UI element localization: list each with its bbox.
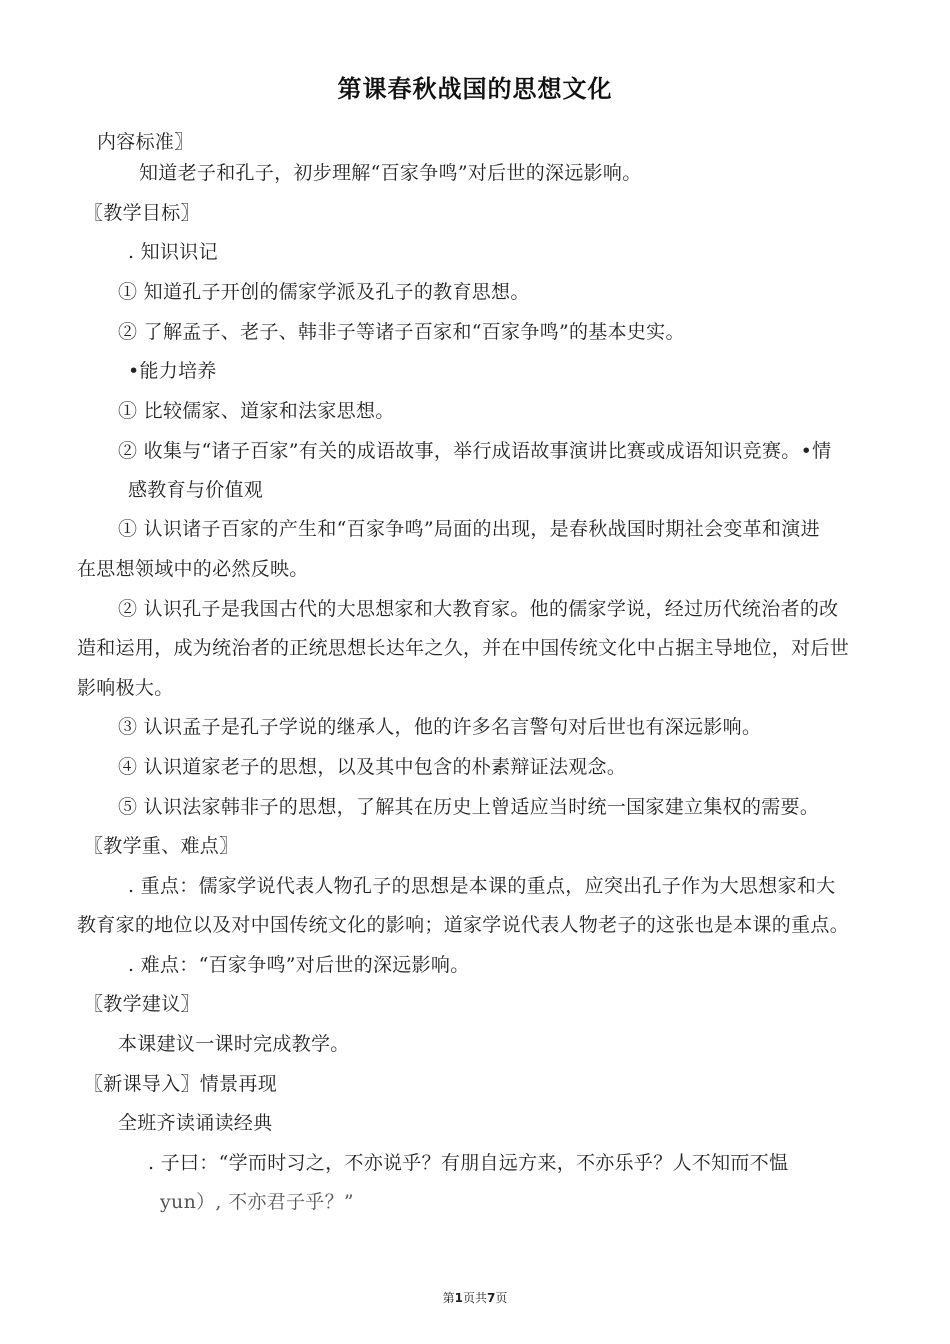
paragraph-line: 知道老子和孔子，初步理解“百家争鸣”对后世的深远影响。	[139, 162, 642, 184]
footer-page-current: 1	[454, 1291, 463, 1305]
paragraph-line: 在思想领域中的必然反映。	[77, 558, 309, 580]
footer-page-total: 7	[487, 1291, 496, 1305]
paragraph-line: 教育家的地位以及对中国传统文化的影响；道家学说代表人物老子的这张也是本课的重点。	[77, 914, 850, 936]
list-item: ③ 认识孟子是孔子学说的继承人，他的许多名言警句对后世也有深远影响。	[118, 716, 762, 738]
list-item: ⑤ 认识法家韩非子的思想，了解其在历史上曾适应当时统一国家建立集权的需要。	[118, 796, 820, 818]
list-item: ② 收集与“诸子百家”有关的成语故事，举行成语故事演讲比赛或成语知识竞赛。•情	[118, 440, 832, 462]
section-heading-content-standard: 内容标准〗	[97, 131, 194, 153]
list-item: ② 了解孟子、老子、韩非子等诸子百家和“百家争鸣”的基本史实。	[118, 321, 685, 343]
paragraph-line: . 重点：儒家学说代表人物孔子的思想是本课的重点，应突出孔子作为大思想家和大	[128, 875, 836, 897]
footer-prefix: 第	[442, 1291, 455, 1305]
list-item: ② 认识孔子是我国古代的大思想家和大教育家。他的儒家学说，经过历代统治者的改	[118, 598, 839, 620]
subheading-emotion: 感教育与价值观	[128, 479, 264, 501]
section-heading-teaching-goals: 〖教学目标〗	[84, 202, 200, 224]
section-heading-suggestions: 〖教学建议〗	[84, 993, 200, 1015]
section-heading-key-points: 〖教学重、难点〗	[84, 835, 239, 857]
paragraph-line: 本课建议一课时完成教学。	[118, 1033, 350, 1055]
page-footer	[0, 1290, 950, 1306]
paragraph-line: . 难点：“百家争鸣”对后世的深远影响。	[128, 954, 470, 976]
footer-suffix: 页	[495, 1291, 508, 1305]
quote-line: . 子曰：“学而时习之，不亦说乎？有朋自远方来，不亦乐乎？人不知而不愠	[148, 1152, 789, 1174]
list-item: ① 认识诸子百家的产生和“百家争鸣”局面的出现，是春秋战国时期社会变革和演进	[118, 518, 820, 540]
subheading-knowledge: . 知识识记	[128, 241, 218, 263]
list-item: ① 比较儒家、道家和法家思想。	[118, 400, 395, 422]
paragraph-line: 造和运用，成为统治者的正统思想长达年之久，并在中国传统文化中占据主导地位，对后世	[77, 637, 850, 659]
page-title: 第课春秋战国的思想文化	[337, 75, 613, 103]
quote-line: yun）, 不亦君子乎？”	[160, 1191, 354, 1213]
subheading-ability: •能力培养	[128, 360, 217, 382]
paragraph-line: 全班齐读诵读经典	[118, 1112, 273, 1134]
footer-middle: 页共	[462, 1291, 487, 1305]
list-item: ① 知道孔子开创的儒家学派及孔子的教育思想。	[118, 281, 530, 303]
list-item: ④ 认识道家老子的思想，以及其中包含的朴素辩证法观念。	[118, 756, 627, 778]
section-heading-intro: 〖新课导入〗情景再现	[84, 1073, 278, 1095]
paragraph-line: 影响极大。	[77, 677, 174, 699]
